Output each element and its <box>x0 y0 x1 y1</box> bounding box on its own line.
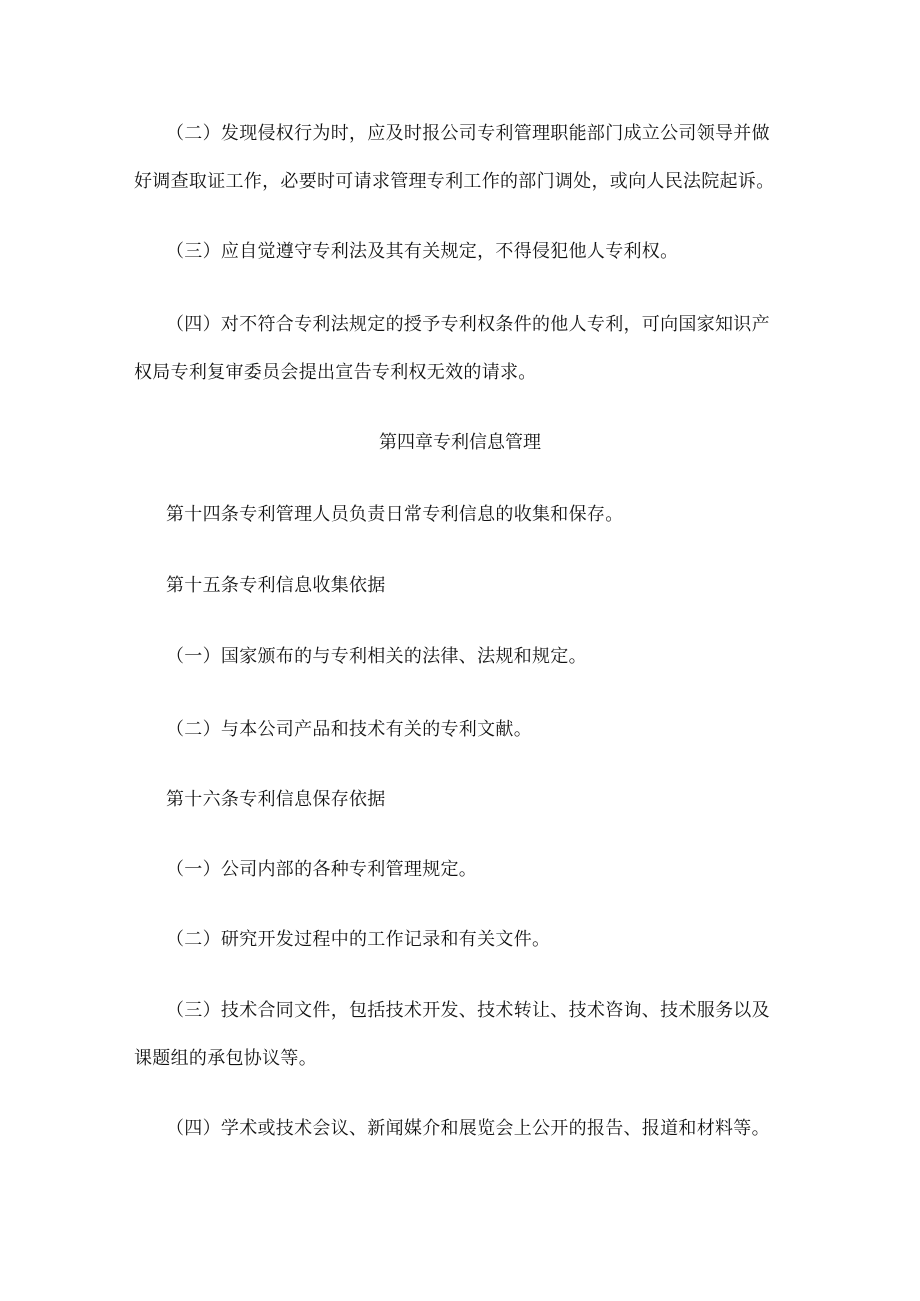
chapter-heading: 第四章专利信息管理 <box>379 432 541 453</box>
article-16-item-3-line-1: （三）技术合同文件，包括技术开发、技术转让、技术咨询、技术服务以及 <box>166 1000 770 1021</box>
article-16-item-3-line-2: 课题组的承包协议等。 <box>134 1048 317 1069</box>
paragraph-2-line-1: （二）发现侵权行为时，应及时报公司专利管理职能部门成立公司领导并做 <box>166 123 770 144</box>
article-14: 第十四条专利管理人员负责日常专利信息的收集和保存。 <box>166 504 624 525</box>
paragraph-4-line-1: （四）对不符合专利法规定的授予专利权条件的他人专利，可向国家知识产 <box>166 314 770 335</box>
article-15-item-1: （一）国家颁布的与专利相关的法律、法规和规定。 <box>166 646 587 667</box>
paragraph-4-line-2: 权局专利复审委员会提出宣告专利权无效的请求。 <box>134 362 537 383</box>
article-16-heading: 第十六条专利信息保存依据 <box>166 789 386 810</box>
article-16-item-1: （一）公司内部的各种专利管理规定。 <box>166 859 478 880</box>
paragraph-3-line-1: （三）应自觉遵守专利法及其有关规定，不得侵犯他人专利权。 <box>166 241 679 262</box>
article-15-heading: 第十五条专利信息收集依据 <box>166 575 386 596</box>
article-15-item-2: （二）与本公司产品和技术有关的专利文献。 <box>166 719 532 740</box>
paragraph-2-line-2: 好调查取证工作，必要时可请求管理专利工作的部门调处，或向人民法院起诉。 <box>134 171 775 192</box>
article-16-item-2: （二）研究开发过程中的工作记录和有关文件。 <box>166 929 551 950</box>
article-16-item-4: （四）学术或技术会议、新闻媒介和展览会上公开的报告、报道和材料等。 <box>166 1118 770 1139</box>
